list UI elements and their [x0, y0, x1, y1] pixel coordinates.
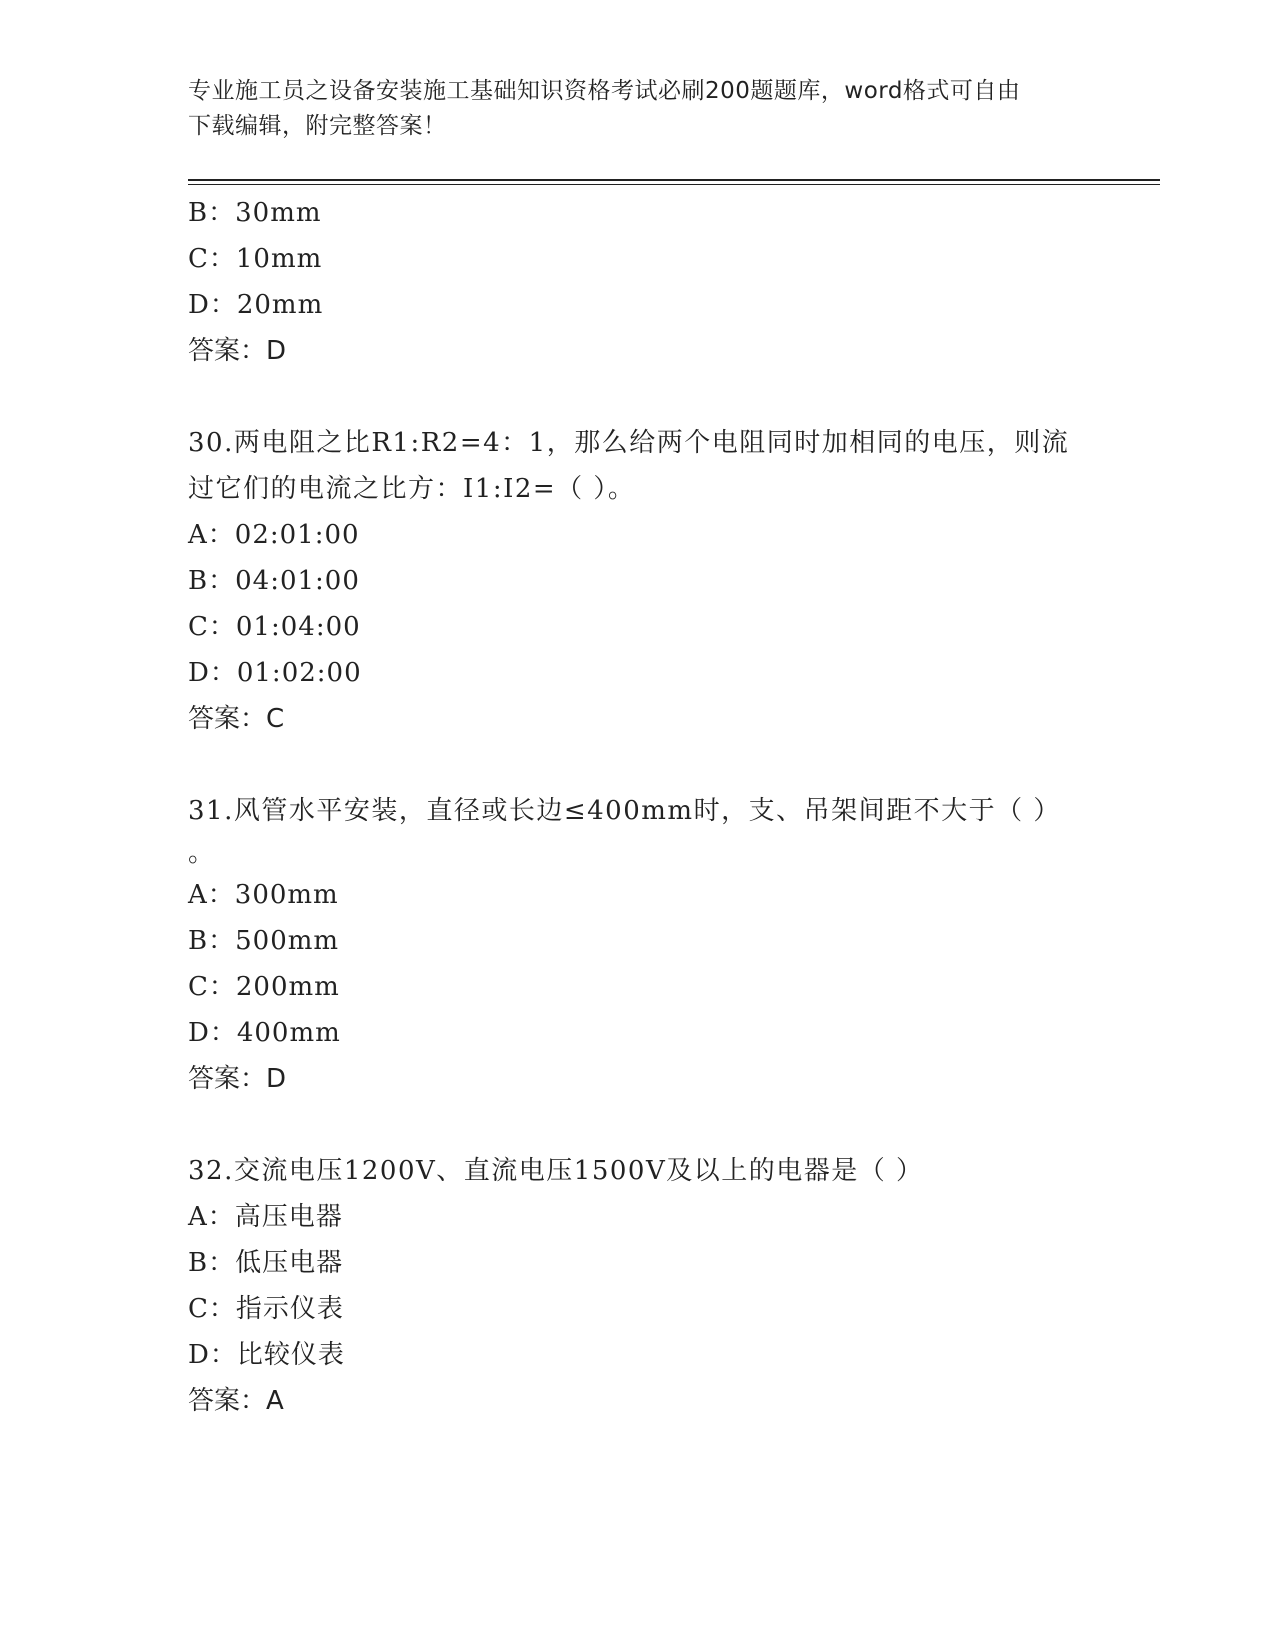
option-a: A：300mm [188, 880, 339, 910]
header-line-2: 下载编辑，附完整答案！ [188, 113, 447, 139]
question-text-line-2: 。 [188, 838, 215, 868]
header-divider-thick [188, 179, 1160, 181]
option-d: D：01:02:00 [188, 658, 362, 688]
option-d: D：20mm [188, 290, 324, 320]
option-b: B：500mm [188, 926, 340, 956]
option-a: A：高压电器 [188, 1202, 343, 1232]
question-29-continued [188, 190, 1088, 374]
option-a: A：02:01:00 [188, 520, 360, 550]
option-c: C：10mm [188, 244, 323, 274]
question-text-line-1: 31.风管水平安装，直径或长边≤400mm时，支、吊架间距不大于（ ） [188, 796, 1061, 826]
question-text-line-2: 过它们的电流之比方：I1:I2=（ ）。 [188, 474, 636, 504]
option-c: C：01:04:00 [188, 612, 361, 642]
option-d: D：比较仪表 [188, 1340, 345, 1370]
answer-line: 答案：A [188, 1386, 284, 1416]
question-list [188, 190, 1088, 1424]
question-32 [188, 1148, 1088, 1424]
answer-line: 答案：C [188, 704, 285, 734]
header-line-1: 专业施工员之设备安装施工基础知识资格考试必刷200题题库，word格式可自由 [188, 78, 1021, 104]
question-31 [188, 788, 1088, 1102]
option-d: D：400mm [188, 1018, 341, 1048]
answer-line: 答案：D [188, 1064, 287, 1094]
document-header [188, 74, 1068, 144]
option-b: B：30mm [188, 198, 322, 228]
question-30 [188, 420, 1088, 742]
option-b: B：低压电器 [188, 1248, 344, 1278]
option-b: B：04:01:00 [188, 566, 360, 596]
header-divider-thin [188, 184, 1160, 185]
question-text-line-1: 30.两电阻之比R1:R2=4：1，那么给两个电阻同时加相同的电压，则流 [188, 428, 1070, 458]
question-text-line-1: 32.交流电压1200V、直流电压1500V及以上的电器是（ ） [188, 1156, 924, 1186]
answer-line: 答案：D [188, 336, 287, 366]
option-c: C：200mm [188, 972, 340, 1002]
option-c: C：指示仪表 [188, 1294, 344, 1324]
